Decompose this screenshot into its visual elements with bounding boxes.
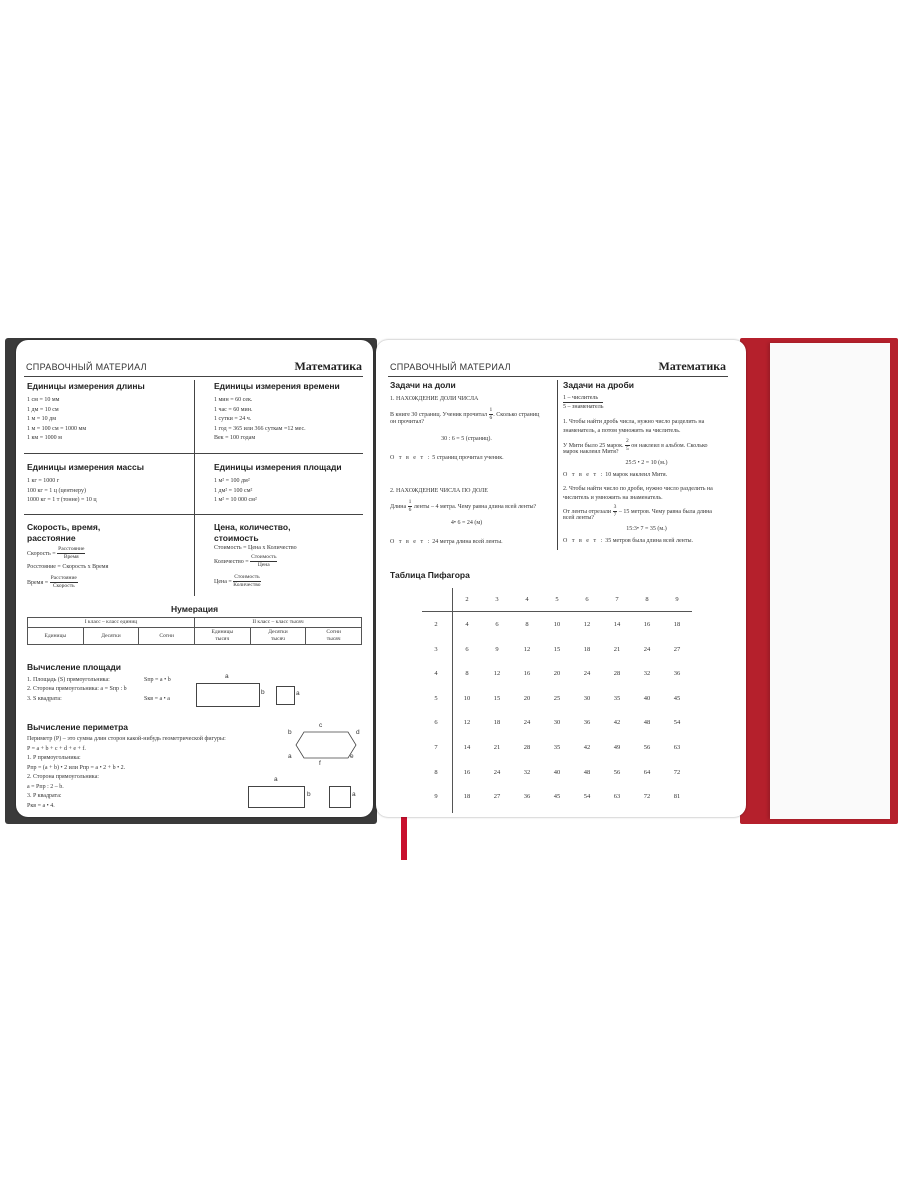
pythagoras-cell: 40 <box>643 694 651 702</box>
distance-formula: Росстояние = Скорость х Время <box>27 564 109 570</box>
area-calc-title: Вычисление площади <box>27 662 121 672</box>
mass-units-title: Единицы измерения массы <box>27 462 144 472</box>
pythagoras-cell: 18 <box>583 645 591 653</box>
pythagoras-cell: 16 <box>463 768 471 776</box>
table-row <box>28 618 362 628</box>
perimeter-line: Pкв = a • 4. <box>27 802 55 809</box>
pythagoras-cell: 36 <box>583 719 591 727</box>
time-unit-line: 1 сутки = 24 ч. <box>214 416 252 422</box>
pythagoras-cell: 40 <box>553 768 561 776</box>
quantity-formula <box>214 554 277 569</box>
length-unit-line: 1 км = 1000 м <box>27 435 62 441</box>
numerator-text: – числитель <box>567 395 599 401</box>
pythagoras-header-cell: 5 <box>555 596 559 603</box>
fraction-rule: 2. Чтобы найти число по дроби, нужно число разделить на числитель и умножить на знаменатель. <box>563 486 713 501</box>
table-cell <box>194 628 250 645</box>
mass-unit-line: 1 кг = 1000 г <box>27 478 60 484</box>
time-formula <box>27 575 78 590</box>
mass-unit-line: 1000 кг = 1 т (тонне) = 10 ц <box>27 497 97 503</box>
fraction <box>250 554 277 569</box>
fraction-rule: 1. Чтобы найти дробь числа, нужно число разделить на знаменатель, а потом умножить на числитель. <box>563 419 705 434</box>
pythagoras-row-header: 4 <box>434 670 438 678</box>
section-rule <box>24 453 363 454</box>
pythagoras-cell: 49 <box>613 744 621 751</box>
area-calc-formula: Sпр = a • b <box>144 677 171 683</box>
pythagoras-cell: 14 <box>463 744 471 751</box>
rectangle-figure <box>196 683 260 707</box>
pythagoras-cell: 28 <box>523 744 531 751</box>
pythagoras-cell: 12 <box>523 645 531 653</box>
pythagoras-row-header: 8 <box>434 768 438 776</box>
pythagoras-cell: 45 <box>553 793 561 801</box>
pythagoras-row-header: 7 <box>434 744 438 751</box>
speed-formula <box>27 546 85 561</box>
problem-text: Длина <box>390 503 407 510</box>
time-unit-line: 1 год = 365 или 366 суткам =12 мес. <box>214 425 306 432</box>
cell-line: тысяч <box>326 636 341 642</box>
class-units-cell: I класс – класс единиц <box>28 618 195 628</box>
fraction-problem-cont: всей ленты? <box>563 515 595 521</box>
pythagoras-header-cell: 6 <box>585 596 589 603</box>
perimeter-line: a = Pпр : 2 – b. <box>27 783 64 790</box>
fraction-den: 7 <box>613 512 617 518</box>
hexagon-label: c <box>319 722 323 729</box>
answer-text: 5 страниц прочитал ученик. <box>432 455 504 461</box>
time-unit-line: 1 мин = 60 сек. <box>214 397 253 403</box>
pythagoras-header-cell: 8 <box>645 596 649 603</box>
problem-text: – 15 метров. Чему равна была длина <box>618 508 712 515</box>
perimeter-line: Pпр = (a + b) • 2 или Pпр = a • 2 + b • 2. <box>27 764 126 771</box>
price-title-line: Цена, количество, <box>214 522 291 532</box>
perimeter-line: 1. P прямоугольника: <box>27 755 81 761</box>
length-unit-line: 1 дм = 10 см <box>27 406 59 413</box>
fraction-num: 1 <box>489 407 493 413</box>
answer-label: О т в е т : <box>563 472 604 478</box>
shares-subtitle: 2. НАХОЖДЕНИЕ ЧИСЛА ПО ДОЛЕ <box>390 488 488 494</box>
pythagoras-cell: 27 <box>673 645 681 653</box>
pythagoras-cell: 63 <box>673 744 681 751</box>
pythagoras-header-cell: 7 <box>615 596 619 603</box>
length-units-list <box>27 396 86 444</box>
pythagoras-cell: 15 <box>553 645 561 653</box>
formula-left: Количество = <box>214 558 249 565</box>
cell-line: Единицы <box>211 629 234 635</box>
pythagoras-cell: 36 <box>523 793 531 801</box>
fraction-calc: 25:5 • 2 = 10 (м.) <box>625 460 668 466</box>
area-units-title: Единицы измерения площади <box>214 462 342 472</box>
fraction-num: 1 <box>408 499 412 505</box>
pythagoras-row-header: 6 <box>434 719 438 727</box>
square-figure <box>276 686 295 705</box>
pythagoras-header-rule <box>422 611 692 612</box>
mass-unit-line: 100 кг = 1 ц (центнеру) <box>27 487 86 494</box>
pythagoras-cell: 24 <box>493 768 501 776</box>
problem-text: В книге 30 страниц. Ученик прочитал <box>390 411 487 418</box>
rectangle-figure <box>248 786 305 808</box>
table-cell: Сотни <box>139 628 195 645</box>
fraction-num: 3 <box>613 504 617 510</box>
area-calc-formula: Sкв = a • a <box>144 696 170 702</box>
area-unit-line: 1 м² = 100 дм² <box>214 478 250 484</box>
class-thousands-cell: II класс – класс тысяч <box>194 618 361 628</box>
area-calc-line: 1. Площадь (S) прямоугольника: <box>27 677 110 683</box>
length-unit-line: 1 м = 100 см = 1000 мм <box>27 425 87 432</box>
header-label: СПРАВОЧНЫЙ МАТЕРИАЛ <box>390 362 511 372</box>
time-unit-line: 1 час = 60 мин. <box>214 406 253 413</box>
pythagoras-cell: 54 <box>673 719 681 727</box>
cell-line: тысяч <box>271 636 285 642</box>
problem-text: он наклеил в альбом. Сколько <box>631 442 708 449</box>
perimeter-line: Периметр (P) – это сумма длин сторон какой-нибудь геометрической фигуры: <box>27 736 226 742</box>
fraction <box>408 499 413 514</box>
side-label: b <box>261 689 265 696</box>
pythagoras-cell: 72 <box>643 793 651 801</box>
side-label: a <box>274 776 278 783</box>
fraction-den: Цена <box>257 562 270 568</box>
pythagoras-cell: 30 <box>583 694 591 702</box>
fraction-den: 5 <box>626 446 629 452</box>
pythagoras-cell: 63 <box>613 793 621 801</box>
pythagoras-row-header: 9 <box>434 793 438 801</box>
fraction <box>613 504 618 519</box>
table-cell <box>306 628 362 645</box>
table-cell: Единицы <box>28 628 84 645</box>
table-cell <box>250 628 306 645</box>
pythagoras-cell: 4 <box>465 621 469 628</box>
pythagoras-cell: 42 <box>613 719 621 727</box>
side-label: a <box>225 673 229 680</box>
side-label: b <box>307 791 311 798</box>
mass-units-list <box>27 477 97 506</box>
hexagon-figure <box>292 728 362 768</box>
table-cell: Десятки <box>83 628 139 645</box>
cost-formula: Стоимость = Цена х Количество <box>214 545 297 551</box>
pythagoras-cell: 8 <box>465 670 469 678</box>
fraction <box>233 574 260 589</box>
length-unit-line: 1 см = 10 мм <box>27 397 60 403</box>
pythagoras-cell: 36 <box>673 670 681 678</box>
answer-text: 24 метра длина всей ленты. <box>432 539 503 545</box>
pythagoras-cell: 10 <box>553 621 561 628</box>
fraction-problem-cont: марок наклеил Митя? <box>563 449 619 455</box>
speed-title-line: Скорость, время, <box>27 522 101 532</box>
pythagoras-cell: 14 <box>613 621 621 628</box>
numeration-table <box>27 617 362 645</box>
header-rule <box>388 376 728 377</box>
answer-label: О т в е т : <box>390 539 431 545</box>
pythagoras-cell: 72 <box>673 768 681 776</box>
hexagon-label: e <box>350 753 354 760</box>
pythagoras-cell: 45 <box>673 694 681 702</box>
pythagoras-cell: 56 <box>643 744 651 751</box>
pythagoras-cell: 42 <box>583 744 591 751</box>
denominator-value: 5 <box>563 404 566 410</box>
time-units-title: Единицы измерения времени <box>214 381 340 391</box>
length-unit-line: 1 м = 10 дм <box>27 416 57 422</box>
shares-answer <box>390 538 503 548</box>
pythagoras-cell: 24 <box>643 645 651 653</box>
area-calc-line: 3. S квадрата: <box>27 696 62 702</box>
header-rule <box>24 376 363 377</box>
pythagoras-cell: 18 <box>673 621 681 628</box>
perimeter-line: P = a + b + c + d + e + f. <box>27 745 86 752</box>
area-unit-line: 1 м² = 10 000 см² <box>214 497 257 503</box>
pythagoras-cell: 20 <box>553 670 561 678</box>
pythagoras-cell: 48 <box>583 768 591 776</box>
pythagoras-cell: 9 <box>495 645 499 653</box>
problem-text: От ленты отрезали <box>563 508 612 515</box>
bookmark-ribbon <box>401 816 407 860</box>
fraction-parts <box>563 394 603 411</box>
header-subject: Математика <box>294 359 362 373</box>
pythagoras-column-rule <box>452 588 453 813</box>
pythagoras-cell: 6 <box>495 621 499 628</box>
cell-line: Сотни <box>326 629 341 635</box>
side-label: a <box>296 690 300 697</box>
column-divider <box>557 380 558 550</box>
shares-problem-cont: он прочитал? <box>390 419 425 425</box>
pythagoras-row-header: 3 <box>434 645 438 653</box>
pythagoras-cell: 8 <box>525 621 529 628</box>
problem-text: У Мити было 25 марок. <box>563 442 624 449</box>
pythagoras-cell: 32 <box>523 768 531 776</box>
fraction-den: 6 <box>408 507 412 513</box>
area-unit-line: 1 дм² = 100 см² <box>214 487 253 494</box>
time-units-list <box>214 396 306 444</box>
answer-text: 35 метров была длина всей ленты. <box>605 538 694 544</box>
shares-calc: 4• 6 = 24 (м) <box>450 520 483 526</box>
pythagoras-cell: 24 <box>583 670 591 678</box>
pythagoras-cell: 56 <box>613 768 621 776</box>
pythagoras-cell: 16 <box>643 621 651 628</box>
pythagoras-row-header: 5 <box>434 694 438 702</box>
pythagoras-cell: 18 <box>493 719 501 727</box>
shares-calc: 30 : 6 = 5 (страниц). <box>441 436 492 442</box>
formula-left: Цена = <box>214 578 232 585</box>
formula-left: Скорость = <box>27 550 56 557</box>
fraction-num: Расстояние <box>58 546 85 552</box>
flyleaf <box>770 343 890 819</box>
shares-answer <box>390 454 504 464</box>
pythagoras-cell: 32 <box>643 670 651 678</box>
cell-line: тысяч <box>215 636 230 642</box>
pythagoras-row-header: 2 <box>434 621 438 628</box>
pythagoras-cell: 48 <box>643 719 651 727</box>
pythagoras-cell: 25 <box>553 694 561 702</box>
cell-line: Десятки <box>268 629 288 635</box>
answer-text: 10 марок наклеил Митя. <box>605 472 668 478</box>
pythagoras-cell: 21 <box>493 744 501 751</box>
fraction-den: Количество <box>233 582 261 588</box>
fraction <box>57 546 85 561</box>
pythagoras-cell: 12 <box>463 719 471 727</box>
pythagoras-cell: 81 <box>673 793 681 801</box>
hexagon-label: a <box>288 753 292 760</box>
pythagoras-cell: 18 <box>463 793 471 801</box>
pythagoras-cell: 35 <box>613 694 621 702</box>
pythagoras-cell: 16 <box>523 670 531 678</box>
speed-title-line: расстояние <box>27 533 76 543</box>
pythagoras-cell: 35 <box>553 744 561 751</box>
problem-text: ленты – 4 метра. Чему равна длина всей ленты? <box>413 503 537 510</box>
pythagoras-cell: 12 <box>583 621 591 628</box>
denominator-line <box>563 402 603 411</box>
shares-problem <box>390 499 536 514</box>
pythagoras-cell: 15 <box>493 694 501 702</box>
column-divider <box>194 380 195 596</box>
fraction <box>625 438 630 453</box>
answer-label: О т в е т : <box>563 538 604 544</box>
pythagoras-cell: 24 <box>523 719 531 727</box>
fraction-num: Стоимость <box>251 554 277 560</box>
fraction-den: 6 <box>489 415 493 421</box>
perimeter-line: 2. Сторона прямоугольника: <box>27 774 99 780</box>
pythagoras-cell: 27 <box>493 793 501 801</box>
side-label: a <box>352 791 356 798</box>
square-figure <box>329 786 351 808</box>
formula-left: Время = <box>27 579 49 586</box>
hexagon-label: f <box>319 760 321 767</box>
section-rule <box>24 514 363 515</box>
fraction-answer <box>563 537 693 547</box>
pythagoras-cell: 28 <box>613 670 621 678</box>
numeration-title: Нумерация <box>170 604 219 614</box>
pythagoras-header-cell: 9 <box>675 596 679 603</box>
fraction-num: Стоимость <box>234 574 260 580</box>
fraction-answer <box>563 471 667 481</box>
area-calc-line: 2. Сторона прямоугольника: a = Sпр : b <box>27 686 127 692</box>
speed-title <box>27 522 100 544</box>
left-page <box>16 340 373 817</box>
pythagoras-cell: 6 <box>465 645 469 653</box>
pythagoras-cell: 12 <box>493 670 501 678</box>
pythagoras-cell: 10 <box>463 694 471 702</box>
pythagoras-cell: 20 <box>523 694 531 702</box>
problem-text: . Сколько страниц <box>493 411 540 418</box>
area-units-list <box>214 477 257 506</box>
table-row <box>28 628 362 645</box>
numerator-value: 1 <box>563 395 566 401</box>
shares-subtitle: 1. НАХОЖДЕНИЕ ДОЛИ ЧИСЛА <box>390 396 479 402</box>
answer-label: О т в е т : <box>390 455 431 461</box>
hexagon-label: d <box>356 729 360 736</box>
fraction-den: Время <box>63 554 79 560</box>
perimeter-line: 3. P квадрата: <box>27 793 62 799</box>
fraction-den: Скорость <box>52 583 75 589</box>
fraction-num: 2 <box>626 438 629 444</box>
fraction-num: Расстояние <box>50 575 77 581</box>
header-label: СПРАВОЧНЫЙ МАТЕРИАЛ <box>26 362 147 372</box>
right-page <box>376 340 746 817</box>
price-title <box>214 522 290 544</box>
shares-title: Задачи на доли <box>390 380 456 390</box>
numerator-line <box>563 394 603 402</box>
pythagoras-cell: 30 <box>553 719 561 727</box>
price-formula <box>214 574 261 589</box>
header-subject: Математика <box>658 359 726 373</box>
time-unit-line: Век = 100 годам <box>214 435 256 441</box>
fractions-title: Задачи на дроби <box>563 380 634 390</box>
price-title-line: стоимость <box>214 533 259 543</box>
pythagoras-header-cell: 4 <box>525 596 529 603</box>
perimeter-text <box>27 735 226 811</box>
hexagon-label: b <box>288 729 292 736</box>
fraction <box>50 575 78 590</box>
fraction-calc: 15:3• 7 = 35 (м.) <box>626 526 667 532</box>
pythagoras-title: Таблица Пифагора <box>390 570 470 580</box>
pythagoras-header-cell: 3 <box>495 596 499 603</box>
pythagoras-cell: 54 <box>583 793 591 801</box>
pythagoras-cell: 64 <box>643 768 651 776</box>
length-units-title: Единицы измерения длины <box>27 381 145 391</box>
pythagoras-cell: 21 <box>613 645 621 653</box>
perimeter-title: Вычисление периметра <box>27 722 129 732</box>
pythagoras-header-cell: 2 <box>465 596 469 603</box>
denominator-text: – знаменатель <box>567 404 604 410</box>
